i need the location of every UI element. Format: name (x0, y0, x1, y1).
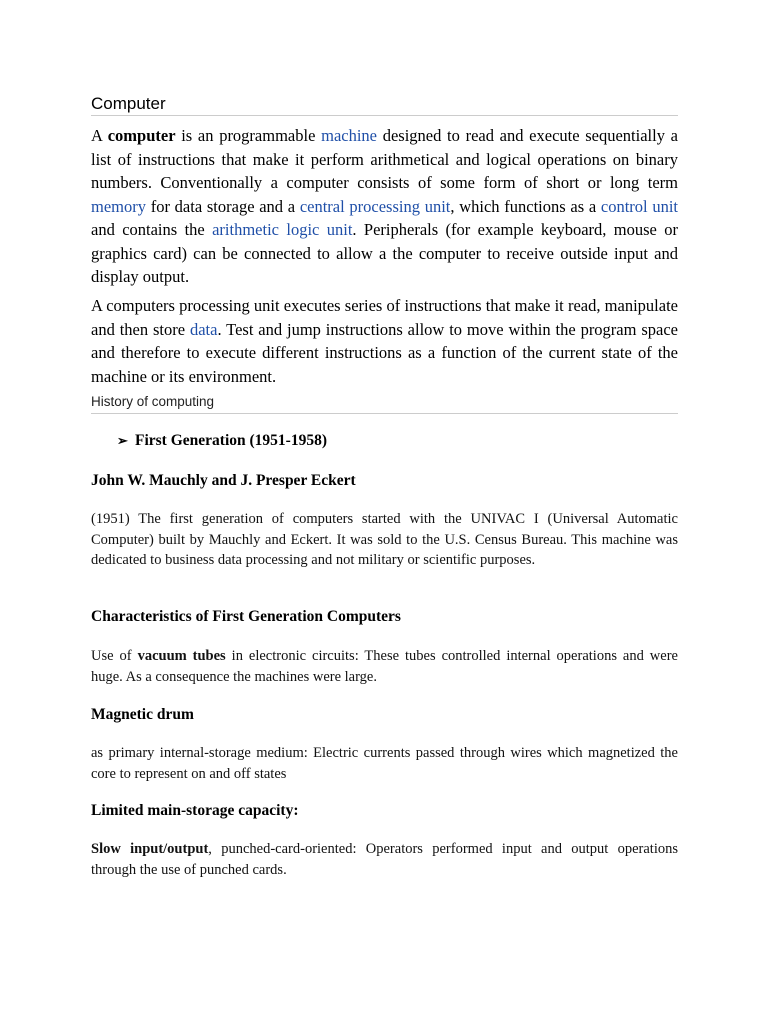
univac-paragraph: (1951) The first generation of computers started with the UNIVAC I (Universal Automatic Computer) built by Mauchly and Eckert. It was sold to the U.S. Census Bureau. This machine was dedicated to business data processing and not military or scientific purposes. (91, 511, 678, 568)
section-heading-history: History of computing (91, 392, 678, 414)
processing-unit-paragraph: A computers processing unit executes series of instructions that make it read, manipulate and then store data. Test and jump instructions allow to move within the program space and therefore to execute different instructions as a function of the current state of the machine or its environment. (91, 296, 678, 386)
link-arithmetic-logic-unit[interactable]: arithmetic logic unit (212, 220, 353, 239)
first-generation-label: First Generation (1951-1958) (135, 432, 327, 449)
link-memory[interactable]: memory (91, 196, 146, 216)
magnetic-drum-paragraph: as primary internal-storage medium: Electric currents passed through wires which magnetized the core to represent on and off states (91, 745, 678, 782)
computer-intro-paragraph: A computer is an programmable machine designed to read and execute sequentially a list of instructions that make it perform arithmetical and logical operations on binary numbers. Conventionally a computer consists of some form of short or long term memory for data storage and a central processing unit, which functions as a control unit and contains the arithmetic logic unit. Peripherals (for example keyboard, mouse or graphics card) can be connected to allow a the computer to receive outside input and display output. (91, 126, 679, 286)
characteristics-heading: Characteristics of First Generation Computers (91, 608, 401, 625)
slow-io-paragraph: Slow input/output, punched-card-oriented: Operators performed input and output operations through the use of punched cards. (91, 841, 678, 878)
vacuum-tubes-paragraph: Use of vacuum tubes in electronic circuits: These tubes controlled internal operations and were huge. As a consequence the machines were large. (91, 648, 678, 685)
link-data[interactable]: data (189, 319, 218, 339)
term-vacuum-tubes: vacuum tubes (137, 648, 226, 664)
section-heading-computer: Computer (91, 93, 678, 116)
link-control-unit[interactable]: control unit (600, 196, 679, 216)
term-slow-io: Slow input/output (91, 841, 209, 857)
link-machine[interactable]: machine (321, 126, 377, 145)
limited-storage-heading: Limited main-storage capacity: (91, 802, 299, 819)
link-central-processing-unit[interactable]: central processing unit (299, 196, 451, 216)
inventors-heading: John W. Mauchly and J. Presper Eckert (91, 472, 356, 489)
arrow-bullet-icon: ➢ (117, 433, 128, 448)
magnetic-drum-heading: Magnetic drum (91, 706, 194, 723)
term-computer: computer (107, 126, 176, 145)
first-generation-bullet (117, 430, 327, 452)
